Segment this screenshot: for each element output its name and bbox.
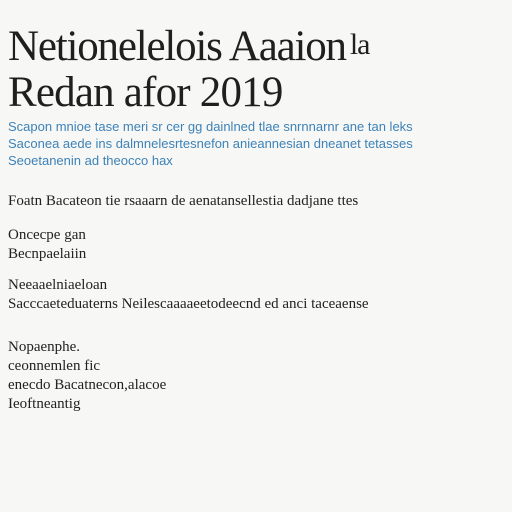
paragraph-line: Foatn Bacateon tie rsaaarn de aenatansellestia dadjane ttes xyxy=(8,193,359,209)
intro-line: Seoetanenin ad theocco hax xyxy=(8,153,173,168)
paragraph-line: Oncecpe gan xyxy=(8,227,86,243)
paragraph-2 xyxy=(8,226,508,264)
paragraph-1 xyxy=(8,192,508,211)
paragraph-line: enecdo Bacatnecon,alacoe xyxy=(8,377,167,393)
title-line-1-text: Netionelelois Aaaion xyxy=(8,23,346,70)
paragraph-line: Nopaenphe. xyxy=(8,339,81,355)
paragraph-line: ceonnemlen fic xyxy=(8,358,101,374)
paragraph-line: Ieoftneantig xyxy=(8,396,81,412)
document-title xyxy=(8,22,508,116)
paragraph-line: Neeaaelniaeloan xyxy=(8,277,108,293)
intro-line: Scapon mnioe tase meri sr cer gg dainlned tlae snrnnarnr ane tan leks xyxy=(8,119,413,134)
intro-paragraph xyxy=(8,118,508,169)
title-line-1 xyxy=(8,22,508,70)
paragraph-line: Becnpaelaiin xyxy=(8,246,87,262)
paragraph-3 xyxy=(8,276,508,314)
title-line-2: Redan afor 2019 xyxy=(8,69,283,116)
paragraph-line: Sacccaeteduaterns Neilescaaaaeetodeecnd ed anci taceaense xyxy=(8,296,369,312)
title-line-1-tail: la xyxy=(349,28,370,61)
intro-line: Saconea aede ins dalmnelesrtesnefon anieannesian dneanet tetasses xyxy=(8,136,413,151)
paragraph-4 xyxy=(8,338,508,414)
